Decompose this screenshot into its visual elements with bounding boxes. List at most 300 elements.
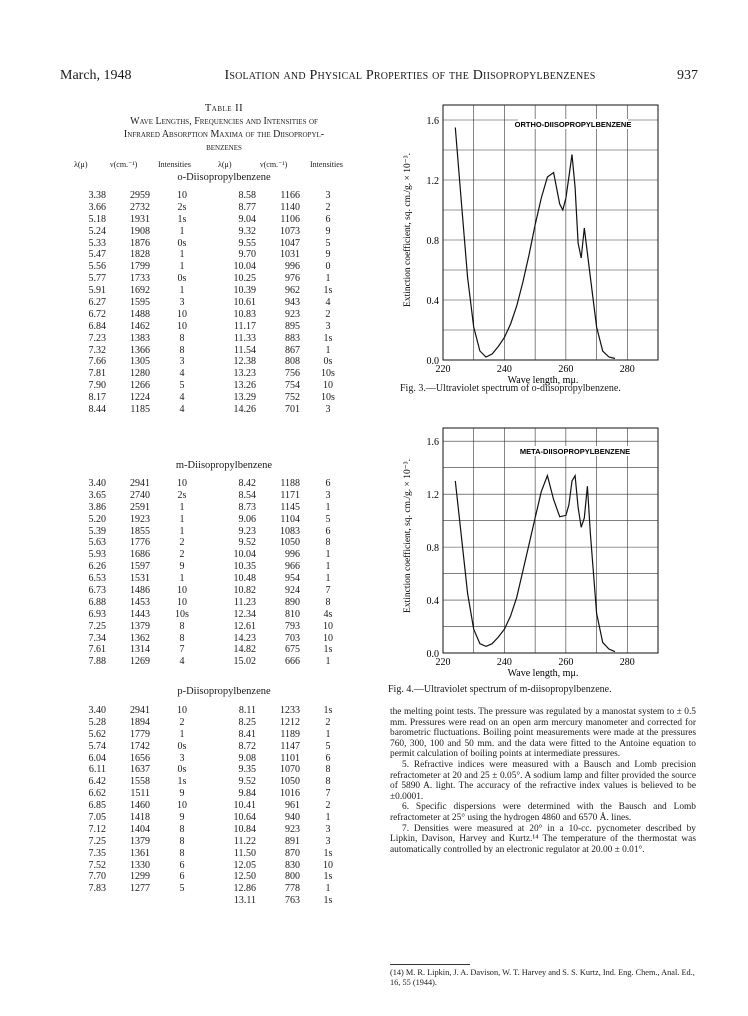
table-cell: 8.17 xyxy=(88,392,106,404)
table-cell: 6.73 xyxy=(88,585,106,597)
table-cell: 9.06 xyxy=(238,513,256,525)
table-cell: 6.88 xyxy=(88,596,106,608)
table-row xyxy=(72,537,372,549)
table-cell: 10.04 xyxy=(233,261,256,273)
table-row xyxy=(72,717,372,729)
table-cell: 1305 xyxy=(130,356,150,368)
fig3-x-tick-label: 240 xyxy=(496,364,512,375)
table-cell: 5 xyxy=(325,740,331,752)
table-cell: 7.81 xyxy=(88,368,106,380)
col-header-intensity: Intensities xyxy=(158,160,191,169)
body-text xyxy=(390,707,696,855)
table-cell: 11.23 xyxy=(233,596,256,608)
figure-3-ylabel: Extinction coefficient, sq. cm./g. × 10⁻³. xyxy=(403,153,413,307)
table-cell: 8.41 xyxy=(238,728,256,740)
table-cell: 1 xyxy=(325,812,331,824)
table-cell: 12.61 xyxy=(233,620,256,632)
table-cell: 7.83 xyxy=(88,883,106,895)
table-cell: 7.88 xyxy=(88,656,106,668)
table-cell: 10.83 xyxy=(233,308,256,320)
table-cell: 6 xyxy=(325,478,331,489)
figure-4-grid xyxy=(443,428,658,653)
table-cell: 1894 xyxy=(130,716,150,728)
table-cell: 0s xyxy=(177,764,187,776)
table-cell: 7.25 xyxy=(88,620,106,632)
table-cell: 1147 xyxy=(280,740,300,752)
table-row xyxy=(72,824,372,836)
table-cell: 7.34 xyxy=(88,632,106,644)
table-cell: 5.77 xyxy=(88,273,106,285)
table-row xyxy=(72,309,372,321)
table-cell: 1 xyxy=(325,656,331,668)
table-cell: 890 xyxy=(285,596,300,608)
table-cell: 2s xyxy=(177,201,187,213)
table-cell: 6.62 xyxy=(88,788,106,800)
table-cell: 10 xyxy=(177,705,187,716)
figure-4-y-ticks xyxy=(427,437,440,660)
running-header-title: Isolation and Physical Properties of the Diisopropylbenzenes xyxy=(224,68,596,83)
table-cell: 10.35 xyxy=(233,561,256,573)
table-cell: 10 xyxy=(177,596,187,608)
table-cell: 3.40 xyxy=(88,705,106,716)
table-cell: 6.27 xyxy=(88,297,106,309)
table-cell: 8 xyxy=(179,835,185,847)
table-cell: 3 xyxy=(325,835,331,847)
table-row xyxy=(72,321,372,333)
fig4-x-tick-label: 240 xyxy=(496,657,512,668)
table-cell: 8.73 xyxy=(238,501,256,513)
table-row xyxy=(72,285,372,297)
table-row xyxy=(72,273,372,285)
table-cell: 6.26 xyxy=(88,561,106,573)
table-cell: 895 xyxy=(285,320,300,332)
table-cell: 13.29 xyxy=(233,392,256,404)
table-cell: 10 xyxy=(323,380,333,392)
fig3-x-tick-label: 260 xyxy=(558,364,574,375)
table-cell: 6.04 xyxy=(88,752,106,764)
fig4-x-tick-label: 220 xyxy=(435,657,451,668)
table-cell: 3 xyxy=(325,489,331,501)
table-cell: 3 xyxy=(179,752,185,764)
paragraph-3: 6. Specific dispersions were determined with the Bausch and Lomb refractometer at 25° using the hydrogen 4860 and 6570 Å. lines. xyxy=(390,802,696,823)
table-title-line-1: Wave Lengths, Frequencies and Intensities of xyxy=(130,116,318,127)
table-cell: 7.52 xyxy=(88,859,106,871)
table-cell: 1383 xyxy=(130,332,150,344)
table-cell: 1379 xyxy=(130,835,150,847)
figure-3-chart xyxy=(388,95,718,386)
table-caption xyxy=(64,102,384,154)
table-cell: 1511 xyxy=(130,788,150,800)
table-cell: 1s xyxy=(177,213,187,225)
figure-3-x-ticks xyxy=(436,364,635,375)
table-cell: 793 xyxy=(285,620,300,632)
table-cell: 1233 xyxy=(280,705,300,716)
table-cell: 9.70 xyxy=(238,249,256,261)
table-cell: 1145 xyxy=(280,501,300,513)
table-cell: 10 xyxy=(177,190,187,201)
table-cell: 8.25 xyxy=(238,716,256,728)
table-cell: 12.34 xyxy=(233,608,256,620)
table-cell: 810 xyxy=(285,608,300,620)
table-cell: 961 xyxy=(285,800,300,812)
table-row xyxy=(72,764,372,776)
table-row xyxy=(72,836,372,848)
table-cell: 1595 xyxy=(130,297,150,309)
table-cell: 6 xyxy=(325,752,331,764)
figure-4-legend: META-DIISOPROPYLBENZENE xyxy=(519,447,631,456)
table-cell: 1379 xyxy=(130,620,150,632)
table-cell: 1106 xyxy=(280,213,300,225)
table-cell: 9 xyxy=(325,225,331,237)
table-row xyxy=(72,356,372,368)
figure-3-legend: ORTHO-DIISOPROPYLBENZENE xyxy=(514,120,632,129)
table-cell: 7.61 xyxy=(88,644,106,656)
table-cell: 6.11 xyxy=(88,764,106,776)
table-cell: 1 xyxy=(325,561,331,573)
table-cell: 10.84 xyxy=(233,823,256,835)
fig4-y-tick-label: 1.6 xyxy=(426,437,439,449)
table-cell: 1171 xyxy=(280,489,300,501)
table-cell: 11.50 xyxy=(233,847,256,859)
table-cell: 3 xyxy=(325,404,331,416)
table-cell: 9.23 xyxy=(238,525,256,537)
table-cell: 9.52 xyxy=(238,776,256,788)
col-header-wavelength: λ(μ) xyxy=(74,160,88,169)
table-header-row xyxy=(64,160,384,171)
table-cell: 1404 xyxy=(130,823,150,835)
table-cell: 2 xyxy=(179,549,185,561)
table-row xyxy=(72,261,372,273)
table-cell: 923 xyxy=(285,823,300,835)
table-cell: 9 xyxy=(179,812,185,824)
table-cell: 8.54 xyxy=(238,489,256,501)
table-cell: 9 xyxy=(179,561,185,573)
table-cell: 7.25 xyxy=(88,835,106,847)
table-cell: 924 xyxy=(285,585,300,597)
table-cell: 891 xyxy=(285,835,300,847)
table-cell: 3 xyxy=(325,190,331,201)
figure-3-y-ticks xyxy=(427,116,440,367)
table-cell: 11.33 xyxy=(233,332,256,344)
table-cell: 13.26 xyxy=(233,380,256,392)
table-cell: 1799 xyxy=(130,261,150,273)
table-cell: 4 xyxy=(179,656,185,668)
table-cell: 1s xyxy=(323,644,333,656)
table-cell: 1104 xyxy=(280,513,300,525)
table-body-meta xyxy=(72,478,372,668)
table-cell: 5.24 xyxy=(88,225,106,237)
table-body-ortho xyxy=(72,190,372,416)
table-row xyxy=(72,644,372,656)
table-cell: 2740 xyxy=(130,489,150,501)
table-cell: 5.47 xyxy=(88,249,106,261)
table-cell: 1101 xyxy=(280,752,300,764)
table-row xyxy=(72,478,372,490)
table-row xyxy=(72,597,372,609)
table-row xyxy=(72,392,372,404)
table-cell: 1269 xyxy=(130,656,150,668)
table-cell: 1 xyxy=(325,549,331,561)
table-cell: 1s xyxy=(323,847,333,859)
table-cell: 778 xyxy=(285,883,300,895)
table-cell: 9.84 xyxy=(238,788,256,800)
table-cell: 0s xyxy=(177,273,187,285)
table-cell: 8.42 xyxy=(238,478,256,489)
table-cell: 1686 xyxy=(130,549,150,561)
table-cell: 1083 xyxy=(280,525,300,537)
table-cell: 3 xyxy=(325,823,331,835)
fig4-x-tick-label: 260 xyxy=(558,657,574,668)
table-cell: 9.55 xyxy=(238,237,256,249)
table-cell: 1 xyxy=(325,728,331,740)
table-cell: 2s xyxy=(177,489,187,501)
table-cell: 6 xyxy=(325,213,331,225)
table-cell: 10s xyxy=(321,368,335,380)
table-cell: 923 xyxy=(285,308,300,320)
table-cell: 0s xyxy=(177,740,187,752)
table-cell: 1779 xyxy=(130,728,150,740)
table-cell: 0s xyxy=(177,237,187,249)
paragraph-2: 5. Refractive indices were measured with a Bausch and Lomb precision refractometer at 20 and 25 ± 0.05°. A sodium lamp and filter provided the source of 5890 A. light. The accuracy of the refractive index values is believed to be ±0.0001. xyxy=(390,759,696,802)
table-cell: 10 xyxy=(177,308,187,320)
figure-4-chart xyxy=(388,418,718,698)
table-row xyxy=(72,753,372,765)
table-row xyxy=(72,895,372,907)
table-cell: 10.48 xyxy=(233,573,256,585)
table-cell: 10.04 xyxy=(233,549,256,561)
table-cell: 1923 xyxy=(130,513,150,525)
table-cell: 996 xyxy=(285,261,300,273)
table-cell: 1531 xyxy=(130,573,150,585)
table-row xyxy=(72,741,372,753)
table-cell: 3 xyxy=(179,356,185,368)
table-cell: 10 xyxy=(323,859,333,871)
table-row xyxy=(72,705,372,717)
table-cell: 5.18 xyxy=(88,213,106,225)
table-cell: 1212 xyxy=(280,716,300,728)
table-cell: 1462 xyxy=(130,320,150,332)
table-cell: 1s xyxy=(323,285,333,297)
table-cell: 1908 xyxy=(130,225,150,237)
table-title-line-2: Infrared Absorption Maxima of the Diisopropyl- xyxy=(123,129,325,140)
table-row xyxy=(72,368,372,380)
table-cell: 2 xyxy=(325,308,331,320)
table-cell: 4 xyxy=(179,392,185,404)
table-cell: 3 xyxy=(325,320,331,332)
table-cell: 6.53 xyxy=(88,573,106,585)
fig4-y-tick-label: 0.8 xyxy=(426,543,439,555)
figure-4-xlabel: Wave length, mμ. xyxy=(507,668,579,679)
table-cell: 8 xyxy=(179,620,185,632)
table-cell: 2 xyxy=(179,537,185,549)
table-cell: 1016 xyxy=(280,788,300,800)
table-cell: 5.33 xyxy=(88,237,106,249)
fig3-y-tick-label: 0.4 xyxy=(426,296,439,307)
table-cell: 13.23 xyxy=(233,368,256,380)
table-cell: 1692 xyxy=(130,285,150,297)
table-cell: 2 xyxy=(179,716,185,728)
table-cell: 1266 xyxy=(130,380,150,392)
table-row xyxy=(72,345,372,357)
figure-3-caption: Fig. 3.—Ultraviolet spectrum of o-diisopropylbenzene. xyxy=(400,383,621,394)
table-cell: 966 xyxy=(285,561,300,573)
page-number: 937 xyxy=(677,68,698,83)
table-cell: 5.56 xyxy=(88,261,106,273)
table-cell: 1733 xyxy=(130,273,150,285)
table-cell: 5 xyxy=(325,237,331,249)
figure-4-ylabel: Extinction coefficient, sq. cm./g. × 10⁻³. xyxy=(403,459,413,613)
table-row xyxy=(72,573,372,585)
table-cell: 2959 xyxy=(130,190,150,201)
table-cell: 3.66 xyxy=(88,201,106,213)
table-cell: 3.65 xyxy=(88,489,106,501)
footnote xyxy=(390,964,696,988)
table-cell: 10.82 xyxy=(233,585,256,597)
table-cell: 1 xyxy=(325,273,331,285)
table-cell: 8.58 xyxy=(238,190,256,201)
table-cell: 830 xyxy=(285,859,300,871)
table-cell: 867 xyxy=(285,344,300,356)
table-cell: 1366 xyxy=(130,344,150,356)
table-cell: 6 xyxy=(179,859,185,871)
table-cell: 1073 xyxy=(280,225,300,237)
table-cell: 1362 xyxy=(130,632,150,644)
table-cell: 10 xyxy=(177,478,187,489)
table-cell: 10s xyxy=(175,608,189,620)
table-cell: 1828 xyxy=(130,249,150,261)
table-cell: 4s xyxy=(323,608,333,620)
table-cell: 2941 xyxy=(130,478,150,489)
table-cell: 962 xyxy=(285,285,300,297)
table-cell: 12.05 xyxy=(233,859,256,871)
col-header-frequency: ν(cm.⁻¹) xyxy=(110,160,138,169)
table-cell: 1280 xyxy=(130,368,150,380)
table-cell: 1637 xyxy=(130,764,150,776)
table-cell: 6.42 xyxy=(88,776,106,788)
running-header-date: March, 1948 xyxy=(60,68,132,83)
table-cell: 1 xyxy=(325,501,331,513)
table-cell: 6.72 xyxy=(88,308,106,320)
table-row xyxy=(72,788,372,800)
table-cell: 8 xyxy=(325,596,331,608)
table-row xyxy=(72,633,372,645)
table-row xyxy=(72,502,372,514)
table-cell: 13.11 xyxy=(233,895,256,907)
figure-4-caption: Fig. 4.—Ultraviolet spectrum of m-diisopropylbenzene. xyxy=(388,684,612,695)
table-cell: 15.02 xyxy=(233,656,256,668)
table-row xyxy=(72,776,372,788)
table-cell: 5 xyxy=(325,513,331,525)
table-cell: 5 xyxy=(179,380,185,392)
table-cell: 10 xyxy=(177,800,187,812)
table-cell: 5.20 xyxy=(88,513,106,525)
table-cell: 8.77 xyxy=(238,201,256,213)
table-row xyxy=(72,883,372,895)
table-cell: 1486 xyxy=(130,585,150,597)
table-cell: 7 xyxy=(179,644,185,656)
table-cell: 1140 xyxy=(280,201,300,213)
table-cell: 1453 xyxy=(130,596,150,608)
table-cell: 10 xyxy=(323,620,333,632)
table-cell: 5.63 xyxy=(88,537,106,549)
table-cell: 5.39 xyxy=(88,525,106,537)
table-cell: 1330 xyxy=(130,859,150,871)
table-cell: 1 xyxy=(325,573,331,585)
fig4-frame xyxy=(443,428,658,653)
table-cell: 10 xyxy=(323,632,333,644)
table-cell: 1418 xyxy=(130,812,150,824)
table-cell: 12.38 xyxy=(233,356,256,368)
table-cell: 7.12 xyxy=(88,823,106,835)
fig3-x-tick-label: 220 xyxy=(435,364,451,375)
table-cell: 703 xyxy=(285,632,300,644)
table-cell: 0s xyxy=(323,356,333,368)
table-cell: 954 xyxy=(285,573,300,585)
table-row xyxy=(72,214,372,226)
figure-3-grid xyxy=(443,105,658,360)
table-row xyxy=(72,249,372,261)
table-cell: 12.50 xyxy=(233,871,256,883)
table-cell: 6.93 xyxy=(88,608,106,620)
paragraph-4: 7. Densities were measured at 20° in a 10-cc. pycnometer described by Lipkin, Davison, Harvey and Kurtz.¹⁴ The temperature of the thermostat was automatically controlled by an electronic regulator at 20.00 ± 0.01°. xyxy=(390,823,696,855)
table-row xyxy=(72,404,372,416)
fig4-y-tick-label: 0.0 xyxy=(426,649,439,660)
fig4-x-tick-label: 280 xyxy=(619,657,635,668)
table-cell: 1558 xyxy=(130,776,150,788)
table-row xyxy=(72,226,372,238)
table-cell: 2941 xyxy=(130,705,150,716)
table-row xyxy=(72,297,372,309)
table-cell: 7.66 xyxy=(88,356,106,368)
table-title-line-3: benzenes xyxy=(206,142,242,153)
table-row xyxy=(72,514,372,526)
table-cell: 1876 xyxy=(130,237,150,249)
table-cell: 8.11 xyxy=(238,705,256,716)
table-cell: 10s xyxy=(321,392,335,404)
section-label-para: p-Diisopropylbenzene xyxy=(177,686,271,697)
table-cell: 5 xyxy=(179,883,185,895)
fig3-y-tick-label: 1.2 xyxy=(426,176,439,187)
table-row xyxy=(72,202,372,214)
table-cell: 996 xyxy=(285,549,300,561)
section-label-ortho: o-Diisopropylbenzene xyxy=(177,172,271,183)
table-cell: 12.86 xyxy=(233,883,256,895)
table-cell: 7.35 xyxy=(88,847,106,859)
table-cell: 1656 xyxy=(130,752,150,764)
table-row xyxy=(72,561,372,573)
table-body-para xyxy=(72,705,372,907)
table-cell: 2732 xyxy=(130,201,150,213)
table-cell: 940 xyxy=(285,812,300,824)
footnote-text: (14) M. R. Lipkin, J. A. Davison, W. T. Harvey and S. S. Kurtz, Ind. Eng. Chem., Anal. Ed., 16, 55 (1944). xyxy=(390,968,695,987)
table-cell: 1277 xyxy=(130,883,150,895)
table-cell: 8 xyxy=(325,764,331,776)
table-cell: 752 xyxy=(285,392,300,404)
table-cell: 11.17 xyxy=(233,320,256,332)
table-cell: 14.82 xyxy=(233,644,256,656)
table-cell: 5.28 xyxy=(88,716,106,728)
table-cell: 0 xyxy=(325,261,331,273)
table-cell: 1070 xyxy=(280,764,300,776)
table-row xyxy=(72,526,372,538)
table-row xyxy=(72,238,372,250)
table-row xyxy=(72,800,372,812)
table-cell: 1188 xyxy=(280,478,300,489)
table-cell: 9 xyxy=(179,788,185,800)
table-cell: 3 xyxy=(179,297,185,309)
table-cell: 1s xyxy=(323,895,333,907)
table-cell: 1460 xyxy=(130,800,150,812)
